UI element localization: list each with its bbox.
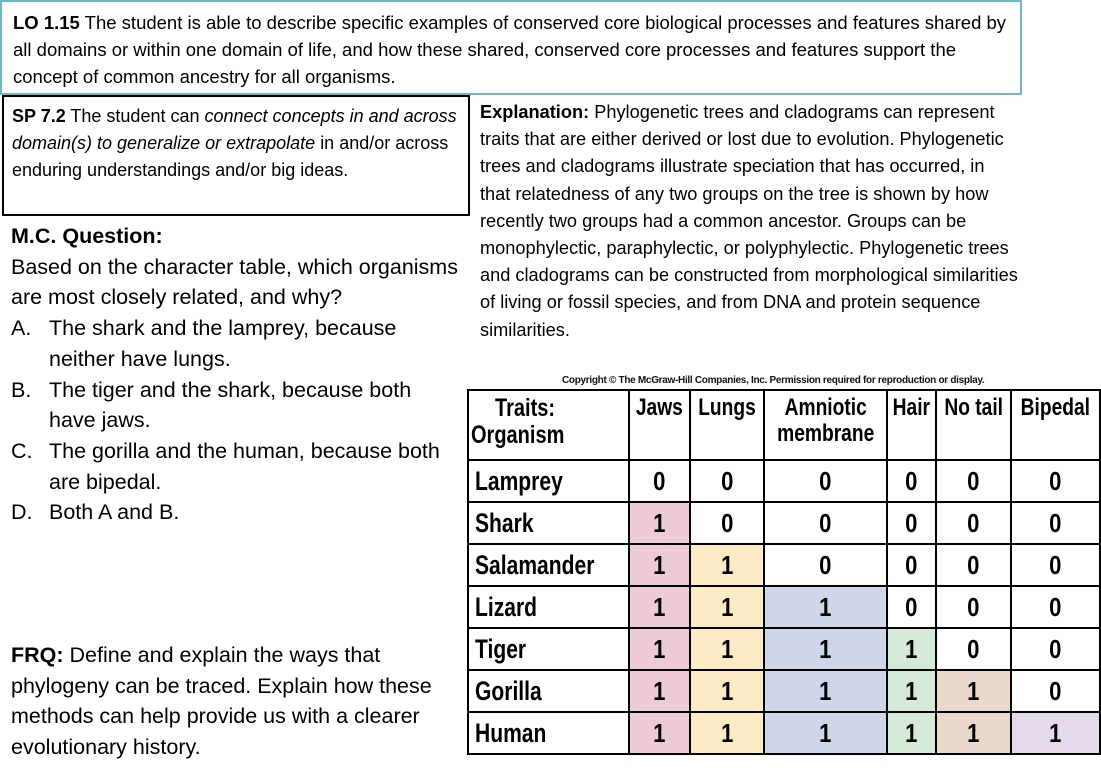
trait-header-hair: Hair <box>887 390 936 460</box>
choice-text: The shark and the lamprey, because neither have lungs. <box>49 316 397 371</box>
mc-question-prompt: Based on the character table, which organisms are most closely related, and why? <box>11 254 458 310</box>
trait-value-cell: 1 <box>887 712 936 754</box>
trait-value-cell: 0 <box>936 628 1011 670</box>
table-row <box>468 502 1100 544</box>
mc-choice-d <box>11 497 459 528</box>
trait-value-cell: 1 <box>629 712 690 754</box>
choice-letter: C. <box>11 438 33 463</box>
explanation-block <box>480 99 1018 344</box>
trait-header-lungs: Lungs <box>690 390 764 460</box>
copyright-notice: Copyright © The McGraw-Hill Companies, Inc. Permission required for reproduction or display. <box>562 375 985 386</box>
trait-value-cell: 1 <box>629 502 690 544</box>
trait-value-cell: 1 <box>629 628 690 670</box>
trait-value-cell: 1 <box>887 628 936 670</box>
trait-value-cell: 0 <box>887 586 936 628</box>
trait-value-cell: 1 <box>936 670 1011 712</box>
trait-value-cell: 0 <box>936 502 1011 544</box>
choice-letter: D. <box>11 500 33 525</box>
mc-choice-b <box>11 375 459 436</box>
choice-text: The tiger and the shark, because both have jaws. <box>49 377 412 433</box>
trait-value-cell: 0 <box>629 460 690 502</box>
trait-value-cell: 0 <box>936 544 1011 586</box>
learning-objective-box <box>0 0 1022 95</box>
trait-header-no-tail: No tail <box>936 390 1011 460</box>
trait-value-cell: 1 <box>629 670 690 712</box>
trait-value-cell: 0 <box>690 502 764 544</box>
organism-cell: Tiger <box>468 628 629 670</box>
trait-value-cell: 0 <box>1011 544 1100 586</box>
frq-text: Define and explain the ways that phylogeny can be traced. Explain how these methods can help provide us with a clearer evolutionary history. <box>11 643 432 760</box>
science-practice-box <box>2 95 470 216</box>
trait-value-cell: 1 <box>764 712 887 754</box>
trait-value-cell: 0 <box>764 460 887 502</box>
organism-cell: Lizard <box>468 586 629 628</box>
mc-question-heading: M.C. Question: <box>11 224 163 248</box>
table-row <box>468 586 1100 628</box>
trait-value-cell: 0 <box>1011 586 1100 628</box>
trait-value-cell: 0 <box>1011 670 1100 712</box>
trait-value-cell: 1 <box>629 586 690 628</box>
trait-value-cell: 0 <box>764 544 887 586</box>
character-table-body <box>468 460 1100 754</box>
character-table <box>467 389 1101 755</box>
sp-text-before: The student can <box>70 106 200 126</box>
organism-header-label: Organism <box>471 421 565 449</box>
lo-label: LO 1.15 <box>13 12 80 33</box>
trait-value-cell: 1 <box>936 712 1011 754</box>
sp-label: SP 7.2 <box>12 106 66 126</box>
explanation-text: Phylogenetic trees and cladograms can represent traits that are either derived or lost due to evolution. Phylogenetic trees and cladograms illustrate speciation that has occurred, in that relatedness of any two groups on the tree is shown by how recently two groups had a common ancestor. Groups can be monophylectic, paraphylectic, or polyphylectic. Phylogenetic trees and cladograms can be constructed from morphological similarities of living or fossil species, and from DNA and protein sequence similarities. <box>480 102 1018 340</box>
organism-cell: Gorilla <box>468 670 629 712</box>
table-row <box>468 628 1100 670</box>
choice-letter: A. <box>11 316 32 341</box>
mc-choices-list <box>11 313 459 528</box>
trait-value-cell: 0 <box>936 460 1011 502</box>
trait-value-cell: 1 <box>690 670 764 712</box>
mc-question-block <box>11 221 459 528</box>
mc-choice-c <box>11 436 459 497</box>
choice-letter: B. <box>11 377 32 402</box>
lo-text: The student is able to describe specific examples of conserved core biological processes and features shared by all domains or within one domain of life, and how these shared, conserved core processes and features support the concept of common ancestry for all organisms. <box>13 12 1007 87</box>
trait-value-cell: 1 <box>764 586 887 628</box>
organism-header <box>468 390 629 460</box>
trait-value-cell: 0 <box>1011 460 1100 502</box>
sp-text-after: in and/or across enduring understandings and/or big ideas. <box>12 133 449 180</box>
trait-value-cell: 1 <box>887 670 936 712</box>
organism-cell: Human <box>468 712 629 754</box>
choice-text: The gorilla and the human, because both are bipedal. <box>49 438 440 494</box>
trait-value-cell: 1 <box>690 712 764 754</box>
organism-cell: Shark <box>468 502 629 544</box>
frq-block <box>11 640 459 763</box>
organism-cell: Lamprey <box>468 460 629 502</box>
trait-value-cell: 1 <box>629 544 690 586</box>
trait-value-cell: 1 <box>690 628 764 670</box>
trait-value-cell: 1 <box>1011 712 1100 754</box>
table-row <box>468 670 1100 712</box>
trait-value-cell: 0 <box>690 460 764 502</box>
trait-header-bipedal: Bipedal <box>1011 390 1100 460</box>
explanation-label: Explanation: <box>480 102 590 122</box>
trait-value-cell: 0 <box>887 460 936 502</box>
traits-header-label: Traits: <box>495 394 556 422</box>
trait-value-cell: 0 <box>887 544 936 586</box>
trait-value-cell: 1 <box>690 586 764 628</box>
trait-value-cell: 1 <box>764 670 887 712</box>
mc-choice-a <box>11 313 459 374</box>
trait-value-cell: 1 <box>764 628 887 670</box>
trait-value-cell: 0 <box>764 502 887 544</box>
organism-cell: Salamander <box>468 544 629 586</box>
frq-label: FRQ: <box>11 643 64 667</box>
table-row <box>468 544 1100 586</box>
table-row <box>468 712 1100 754</box>
trait-value-cell: 0 <box>887 502 936 544</box>
trait-value-cell: 1 <box>690 544 764 586</box>
trait-header-amniotic-membrane: Amniotic membrane <box>764 390 887 460</box>
table-row <box>468 460 1100 502</box>
sp-text-italic: connect concepts in and across domain(s) to generalize or extrapolate <box>12 106 457 153</box>
trait-value-cell: 0 <box>1011 502 1100 544</box>
choice-text: Both A and B. <box>49 500 180 525</box>
table-header-row <box>468 390 1100 460</box>
trait-value-cell: 0 <box>1011 628 1100 670</box>
trait-value-cell: 0 <box>936 586 1011 628</box>
trait-header-jaws: Jaws <box>629 390 690 460</box>
